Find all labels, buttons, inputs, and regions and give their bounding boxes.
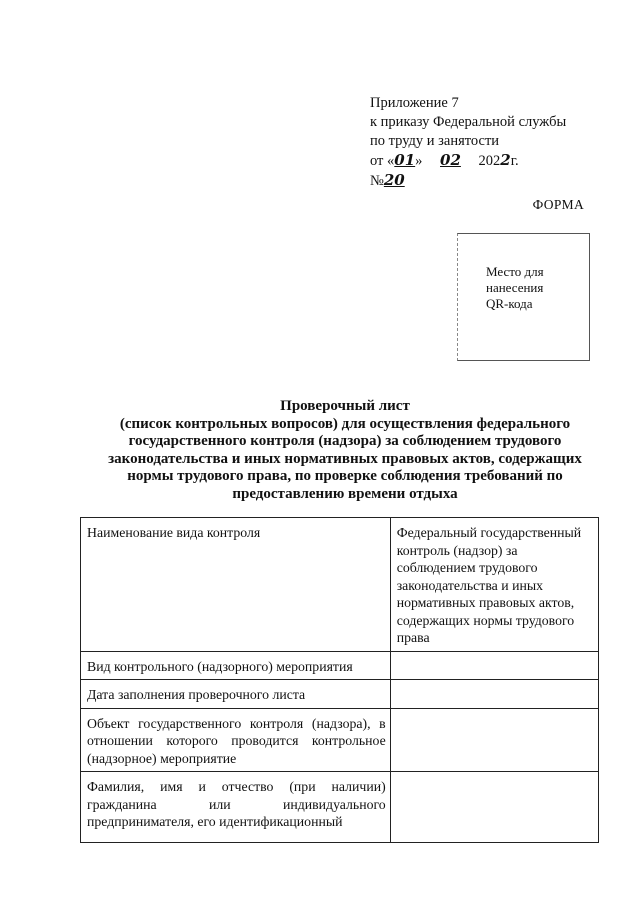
table-row — [81, 680, 599, 709]
date-day-handwritten: 01 — [394, 151, 416, 169]
appendix-order-line: к приказу Федеральной службы — [370, 114, 567, 130]
table-row — [81, 651, 599, 680]
date-year-handwritten: 2 — [500, 151, 511, 169]
table-cell-label: Дата заполнения проверочного листа — [81, 680, 391, 709]
table-row — [81, 518, 599, 652]
order-number-handwritten: 20 — [383, 171, 405, 189]
qr-placeholder-text: Место для нанесения QR-кода — [486, 264, 544, 311]
table-cell-value — [390, 772, 598, 843]
appendix-header — [370, 94, 566, 191]
appendix-number-line: №20 — [370, 171, 405, 189]
table-cell-value — [390, 651, 598, 680]
form-label: ФОРМА — [532, 197, 584, 212]
document-title: Проверочный лист (список контрольных вопросов) для осуществления федерального государственного контроля (надзора) за соблюдением трудового законодательства и иных нормативных правовых актов, содержащих нормы трудового права, по проверке соблюдения требований по предоставлению времени отдыха — [108, 398, 582, 502]
table-cell-value — [390, 680, 598, 709]
appendix-date-line: от «01» 02 2022г. — [370, 151, 519, 169]
table-cell-value — [390, 708, 598, 772]
appendix-agency-line: по труду и занятости — [370, 133, 500, 149]
table-cell-label: Фамилия, имя и отчество (при наличии) гражданина или индивидуального предпринимателя, его идентификационный — [81, 772, 391, 843]
appendix-title: Приложение 7 — [370, 95, 459, 111]
checklist-table — [80, 517, 599, 843]
table-cell-label: Объект государственного контроля (надзора), в отношении которого проводится контрольное (надзорное) мероприятие — [81, 708, 391, 772]
qr-code-placeholder — [457, 233, 590, 361]
table-cell-value: Федеральный государственный контроль (надзор) за соблюдением трудового законодательства и иных нормативных правовых актов, содержащих нормы трудового права — [390, 518, 598, 652]
table-row — [81, 708, 599, 772]
table-cell-label: Наименование вида контроля — [81, 518, 391, 652]
table-row — [81, 772, 599, 843]
table-cell-label: Вид контрольного (надзорного) мероприятия — [81, 651, 391, 680]
date-month-handwritten: 02 — [440, 151, 461, 169]
